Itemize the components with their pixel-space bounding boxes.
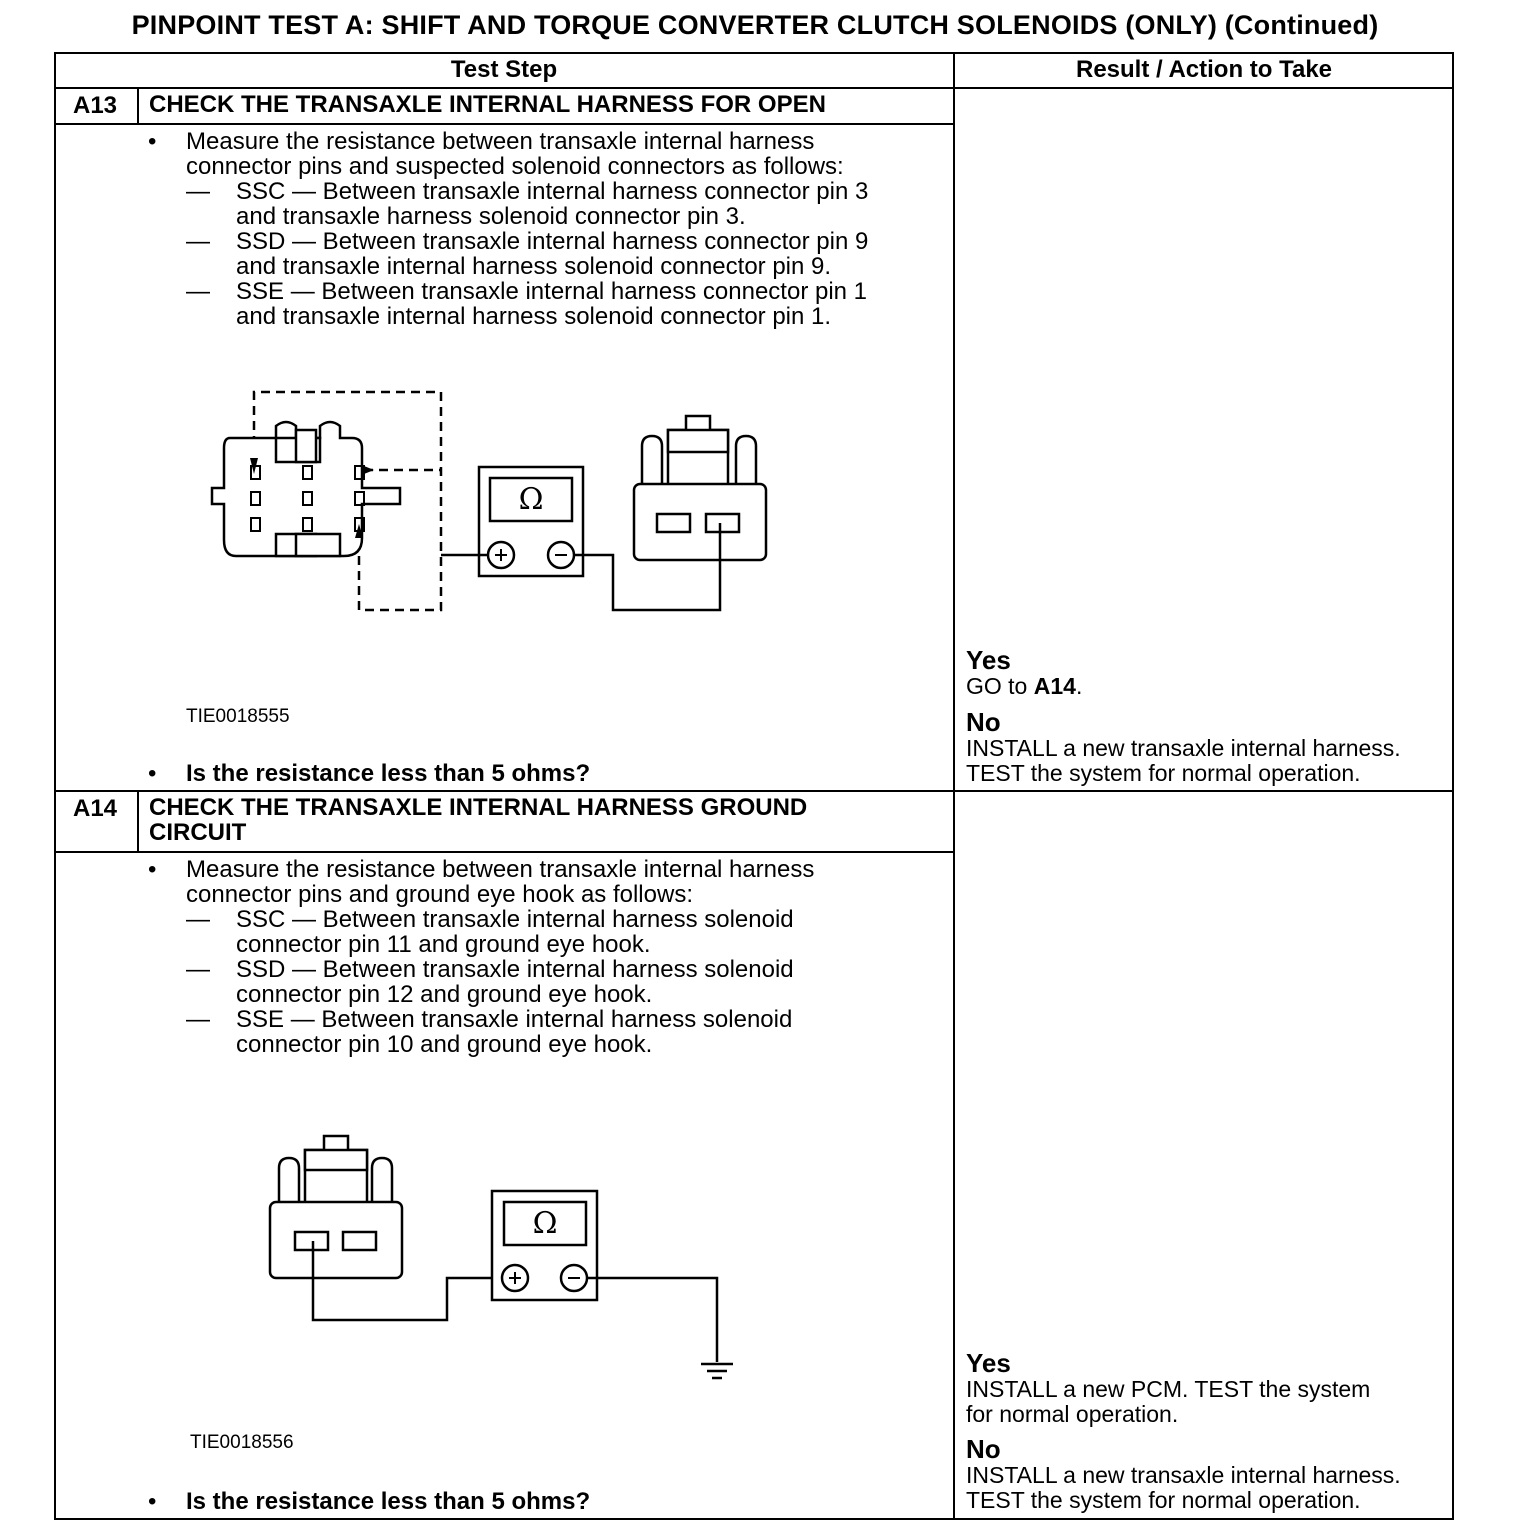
step-body-a14: • Measure the resistance between transaxle internal harness connector pins and ground eye hook as follows: — SSC — Between transaxle internal harness solenoid connector pin 11 and ground eye hook. — SSD — Between transaxle internal harness solenoid connector pin 12 and ground eye hook. — SSE — Between transaxle internal harness solenoid connector pin 10 and ground eye hook. [148,856,815,1058]
question-a13: • Is the resistance less than 5 ohms? [148,760,591,787]
step-id-a13: A13 [72,92,118,119]
yes-label-a13: Yes [966,645,1011,675]
figure-label-a14: TIE0018556 [190,1432,294,1453]
figure-label-a13: TIE0018555 [186,706,290,727]
a14-meter-symbol: Ω [532,1206,558,1241]
yes-label-a14: Yes [966,1348,1011,1378]
result-a14: Yes INSTALL a new PCM. TEST the system for normal operation. No INSTALL a new transaxle internal harness. TEST the system for normal operation. [966,1350,1454,1513]
step-id-a14: A14 [72,795,118,822]
header-test-step: Test Step [450,56,558,83]
ground-icon [701,1364,733,1378]
bullet-icon: • [148,128,157,155]
yes-action-a13: GO to A14. [966,673,1083,699]
step-body-a13: • Measure the resistance between transaxle internal harness connector pins and suspected solenoid connectors as follows: — SSC — Between transaxle internal harness connector pin 3 and transaxle harness solenoid connector pin 3. — SSD — Between transaxle internal harness connector pin 9 and transaxle internal harness solenoid connector pin 9. — SSE — Between transaxle internal harness connector pin 1 and transaxle internal harness solenoid connector pin 1. [148,128,869,330]
question-a14: • Is the resistance less than 5 ohms? [148,1488,591,1515]
no-label-a14: No [966,1434,1001,1464]
step-title-a13: CHECK THE TRANSAXLE INTERNAL HARNESS FOR OPEN [149,91,826,118]
bullet-icon: • [148,1488,157,1515]
step-title-a14: CHECK THE TRANSAXLE INTERNAL HARNESS GROUND CIRCUIT [149,794,808,846]
page-title: PINPOINT TEST A: SHIFT AND TORQUE CONVERTER CLUTCH SOLENOIDS (ONLY) (Continued) [131,10,1379,40]
header-result: Result / Action to Take [1075,56,1333,83]
result-a13: Yes GO to A14. No INSTALL a new transaxle internal harness. TEST the system for normal operation. [966,647,1454,786]
a13-meter-symbol: Ω [518,482,544,517]
bullet-icon: • [148,760,157,787]
bullet-icon: • [148,856,157,883]
no-label-a13: No [966,707,1001,737]
a14-solenoid-connector [270,1136,402,1278]
